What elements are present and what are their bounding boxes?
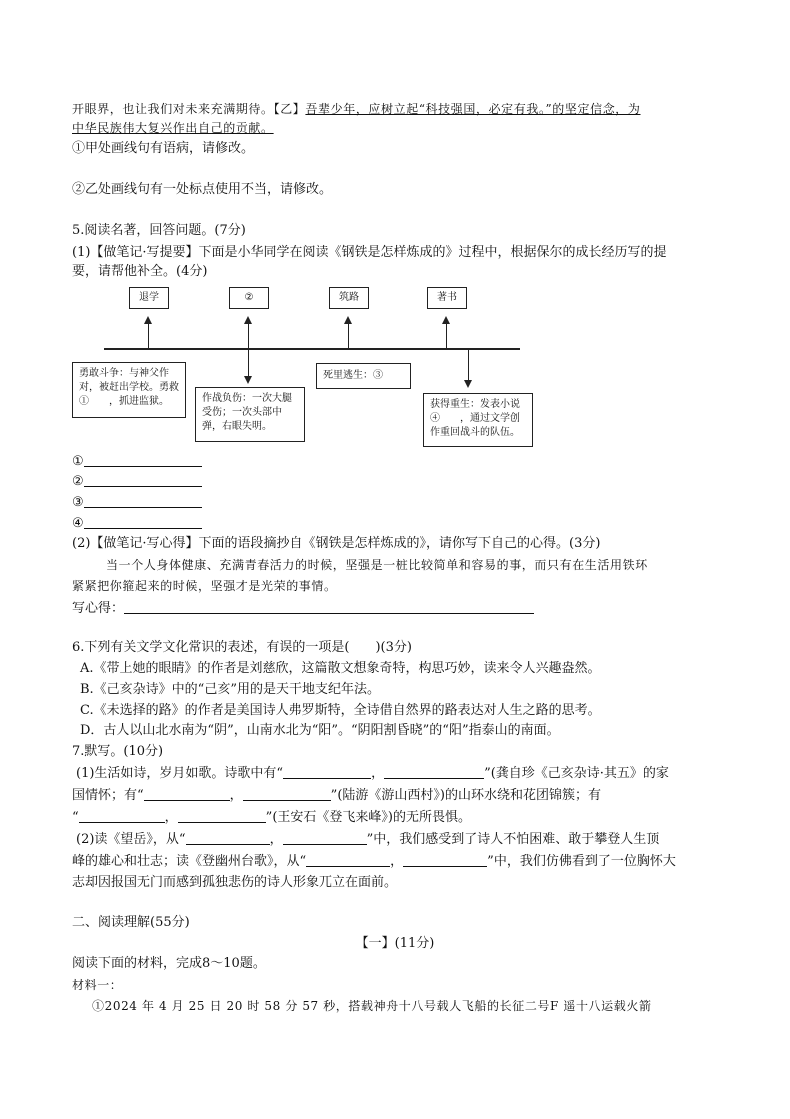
poem-blank[interactable] bbox=[178, 808, 266, 823]
q7-line-3: “ ， ”(王安石《登飞来峰》)的无所畏惧。 bbox=[72, 810, 471, 825]
box-struggle: 勇敢斗争：与神父作对，被赶出学校。勇救① ，抓进监狱。 bbox=[72, 362, 186, 418]
q7-line-5: 峰的雄心和壮志；读《登幽州台歌》，从“ ， ”中，我们仿佛看到了一位胸怀大 bbox=[72, 854, 676, 869]
poem-blank[interactable] bbox=[283, 830, 367, 845]
poem-blank[interactable] bbox=[283, 764, 371, 779]
question-7-title: 7.默写。(10分) bbox=[72, 744, 164, 759]
answer-line-1: ① bbox=[72, 452, 202, 471]
arrow-shaft bbox=[468, 350, 469, 380]
question-5-1-line1: (1)【做笔记·写提要】下面是小华同学在阅读《钢铁是怎样炼成的》过程中，根据保尔的成长经历写的提 bbox=[72, 245, 667, 260]
arrow-shaft bbox=[248, 320, 249, 348]
option-d[interactable]: D．古人以山北水南为“阴”，山南水北为“阳”。“阴阳割昏晓”的“阳”指泰山的南面。 bbox=[80, 723, 560, 738]
question-5-2: (2)【做笔记·写心得】下面的语段摘抄自《钢铁是怎样炼成的》，请你写下自己的心得。(3分) bbox=[72, 536, 601, 551]
arrow-up-icon bbox=[144, 316, 152, 324]
arrow-up-icon bbox=[442, 316, 450, 324]
option-a[interactable]: A.《带上她的眼睛》的作者是刘慈欣，这篇散文想象奇特，构思巧妙，读来令人兴趣盎然。 bbox=[80, 661, 601, 676]
answer-line-2: ② bbox=[72, 472, 202, 491]
instruction: 阅读下面的材料，完成8～10题。 bbox=[72, 956, 266, 971]
underlined-sentence-yi: 吾辈少年，应树立起“科技强国，必定有我。”的坚定信念，为 bbox=[305, 102, 641, 116]
passage-line bbox=[72, 100, 641, 118]
arrow-up-icon bbox=[244, 316, 252, 324]
arrow-down-icon bbox=[464, 380, 472, 388]
timeline-axis bbox=[104, 348, 520, 350]
poem-blank[interactable] bbox=[144, 786, 230, 801]
option-c[interactable]: C.《未选择的路》的作者是美国诗人弗罗斯特，全诗借自然界的路表达对人生之路的思考。 bbox=[80, 703, 601, 718]
q7-line-6: 志却因报国无门而感到孤独悲伤的诗人形象兀立在面前。 bbox=[72, 875, 398, 890]
box-zhushu: 著书 bbox=[427, 287, 467, 309]
q7-line-1: (1)生活如诗，岁月如歌。诗歌中有“ ， ”(龚自珍《己亥杂诗·其五》的家 bbox=[76, 766, 669, 781]
arrow-shaft bbox=[248, 350, 249, 378]
q7-line-4: (2)读《望岳》，从“ ， ”中，我们感受到了诗人不怕困难、敢于攀登人生顶 bbox=[76, 832, 660, 847]
quote-line-2: 紧紧把你箍起来的时候，坚强才是光荣的事情。 bbox=[72, 579, 337, 593]
underlined-sentence-yi-cont: 中华民族伟大复兴作出自己的贡献。 bbox=[72, 121, 274, 135]
question-6-title: 6.下列有关文学文化常识的表述，有误的一项是( )(3分) bbox=[72, 640, 412, 655]
poem-blank[interactable] bbox=[306, 852, 390, 867]
arrow-shaft bbox=[446, 320, 447, 348]
material-paragraph: ①2024 年 4 月 25 日 20 时 58 分 57 秒，搭载神舟十八号载人飞船的长征二号F 遥十八运载火箭 bbox=[92, 999, 652, 1013]
option-b[interactable]: B.《己亥杂诗》中的“己亥”用的是天干地支纪年法。 bbox=[80, 682, 380, 697]
answer-blank[interactable] bbox=[84, 472, 202, 487]
subsection-title: 【一】(11分) bbox=[355, 936, 435, 951]
box-escape: 死里逃生：③ bbox=[316, 363, 411, 389]
material-label: 材料一： bbox=[72, 978, 123, 992]
question-4-1: ①甲处画线句有语病，请修改。 bbox=[72, 141, 255, 156]
quote-line-1: 当一个人身体健康、充满青春活力的时候，坚强是一桩比较简单和容易的事，而只有在生活用铁环 bbox=[106, 558, 648, 572]
question-5-title: 5.阅读名著，回答问题。(7分) bbox=[72, 223, 246, 238]
q7-line-2: 国情怀；有“ ， ”(陆游《游山西村》)的山环水绕和花团锦簇；有 bbox=[72, 788, 601, 803]
answer-line-3: ③ bbox=[72, 493, 202, 512]
answer-line-4: ④ bbox=[72, 514, 202, 533]
answer-blank[interactable] bbox=[84, 514, 202, 529]
poem-blank[interactable] bbox=[79, 808, 165, 823]
arrow-down-icon bbox=[244, 376, 252, 384]
question-4-2: ②乙处画线句有一处标点使用不当，请修改。 bbox=[72, 182, 333, 197]
poem-blank[interactable] bbox=[403, 852, 487, 867]
box-wounded: 作战负伤：一次大腿受伤；一次头部中弹，右眼失明。 bbox=[195, 387, 305, 442]
box-blank-2: ② bbox=[229, 287, 269, 309]
poem-blank[interactable] bbox=[243, 786, 331, 801]
box-tuixue: 退学 bbox=[129, 287, 169, 309]
arrow-up-icon bbox=[344, 316, 352, 324]
answer-blank[interactable] bbox=[84, 452, 202, 467]
poem-blank[interactable] bbox=[186, 830, 270, 845]
section-title: 二、阅读理解(55分) bbox=[72, 915, 190, 930]
answer-blank[interactable] bbox=[84, 493, 202, 508]
arrow-shaft bbox=[148, 320, 149, 348]
arrow-shaft bbox=[348, 320, 349, 348]
poem-blank[interactable] bbox=[384, 764, 484, 779]
box-rebirth: 获得重生：发表小说④ ，通过文学创作重回战斗的队伍。 bbox=[423, 393, 533, 447]
xinde-line: 写心得： bbox=[72, 599, 534, 618]
question-5-1-line2: 要，请帮他补全。(4分) bbox=[72, 264, 208, 279]
passage-text: 开眼界，也让我们对未来充满期待。 bbox=[72, 102, 274, 116]
box-zhulu: 筑路 bbox=[329, 287, 369, 309]
tag-yi: 【乙】 bbox=[273, 102, 306, 116]
xinde-blank[interactable] bbox=[124, 599, 534, 614]
